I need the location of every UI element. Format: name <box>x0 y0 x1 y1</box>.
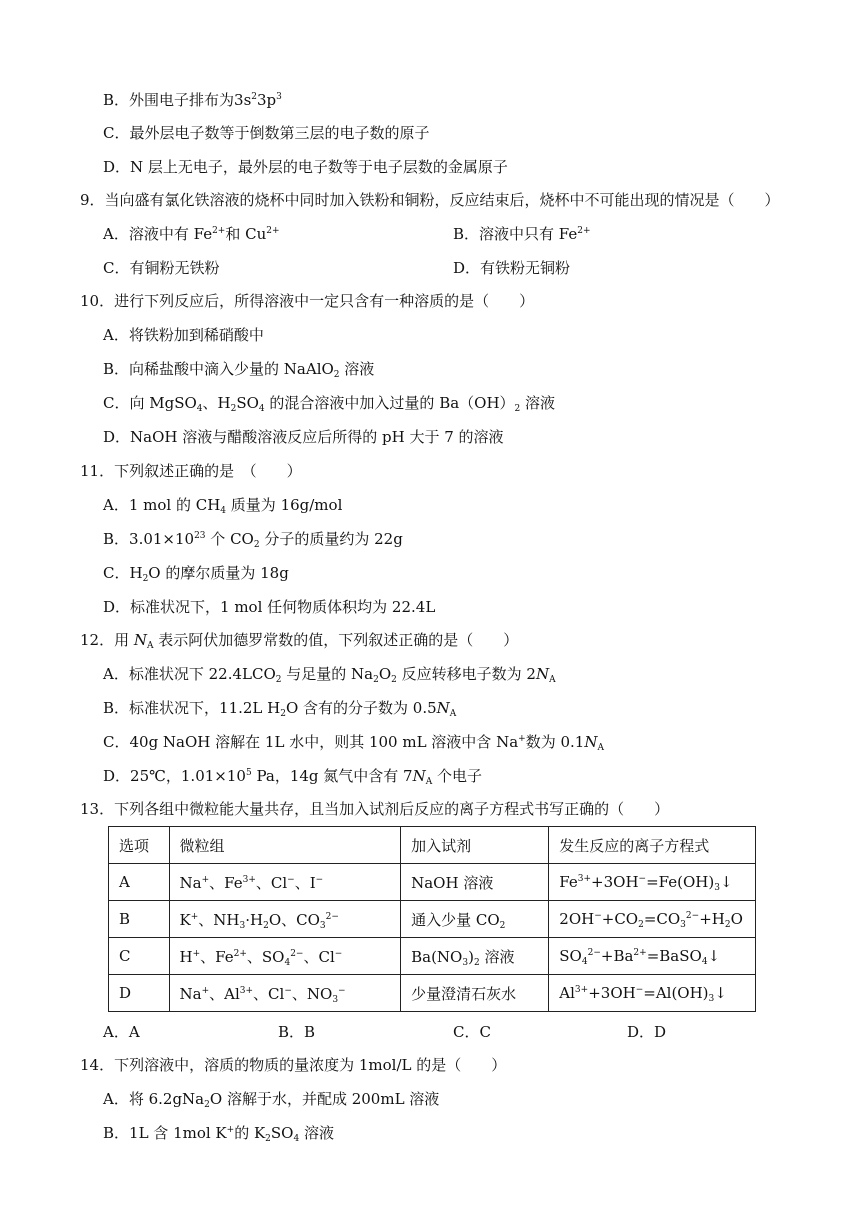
q14-stem: 14．下列溶液中，溶质的物质的量浓度为 1mol/L 的是（ ） <box>80 1056 507 1074</box>
table-row <box>109 864 756 901</box>
table-row <box>109 975 756 1012</box>
table-header-cell: 微粒组 <box>169 827 401 864</box>
table-cell-option: A <box>109 864 170 901</box>
q12-option-d: D．25℃，$1.01\times 10^5$ Pa，14g 氮气中含有 $7N_A$ 个电子 <box>103 767 482 787</box>
table-cell-reagent: 少量澄清石灰水 <box>401 975 549 1012</box>
q8-option-b: B．外围电子排布为$3s^23p^3$ <box>103 91 282 109</box>
table-cell-equation: $Fe^{3+}+3OH^-=Fe(OH)_3↓$ <box>549 864 756 901</box>
q12-option-c: C．40g NaOH 溶解在 1L 水中，则其 100 mL 溶液中含 Na+数为 $0.1N_A$ <box>103 733 604 753</box>
q13-option-a: A．A <box>103 1023 140 1041</box>
q9-option-b: B．溶液中只有 $Fe^{2+}$ <box>453 225 591 243</box>
q9-option-d: D．有铁粉无铜粉 <box>453 259 571 277</box>
table-header-cell: 加入试剂 <box>401 827 549 864</box>
q13-stem: 13．下列各组中微粒能大量共存，且当加入试剂后反应的离子方程式书写正确的（ ） <box>80 800 670 818</box>
table-row <box>109 901 756 938</box>
table-cell-particles: H+、$Fe^{2+}$、$SO_4^{2-}$、Cl− <box>169 938 401 975</box>
table-cell-particles: Na+、$Fe^{3+}$、Cl−、I− <box>169 864 401 901</box>
table-cell-option: C <box>109 938 170 975</box>
q13-option-b: B．B <box>278 1023 316 1041</box>
q11-option-b: B．$3.01\times 10^{23}$ 个 $CO_2$ 分子的质量约为 22g <box>103 530 403 550</box>
table-cell-equation: $2OH^-+CO_2=CO_3^{2-}+H_2O$ <box>549 901 756 938</box>
q13-table <box>108 826 756 1012</box>
q10-option-b: B．向稀盐酸中滴入少量的 NaAlO$_2$ 溶液 <box>103 360 375 380</box>
table-header-row <box>109 827 756 864</box>
q8-option-d: D．N 层上无电子，最外层的电子数等于电子层数的金属原子 <box>103 158 508 176</box>
q8-option-c: C．最外层电子数等于倒数第三层的电子数的原子 <box>103 124 430 142</box>
q10-option-c: C．向 MgSO$_4$、$H_2SO_4$ 的混合溶液中加入过量的 $Ba(OH)_2$ 溶液 <box>103 394 556 414</box>
table-header-cell: 选项 <box>109 827 170 864</box>
q10-option-d: D．NaOH 溶液与醋酸溶液反应后所得的 pH 大于 7 的溶液 <box>103 428 504 446</box>
q11-option-a: A．1 mol 的 $CH_4$ 质量为 16g/mol <box>103 496 343 516</box>
q11-option-d: D．标准状况下，1 mol 任何物质体积均为 22.4L <box>103 598 436 616</box>
table-cell-particles: Na+、$Al^{3+}$、Cl−、$NO_3^-$ <box>169 975 401 1012</box>
table-row <box>109 938 756 975</box>
q11-option-c: C．$H_2O$ 的摩尔质量为 18g <box>103 564 289 584</box>
table-cell-reagent: NaOH 溶液 <box>401 864 549 901</box>
table-cell-particles: K+、$NH_3\cdot H_2O$、$CO_3^{2-}$ <box>169 901 401 938</box>
q12-option-b: B．标准状况下，11.2L $H_2O$ 含有的分子数为 $0.5N_A$ <box>103 699 457 719</box>
q9-option-c: C．有铜粉无铁粉 <box>103 259 220 277</box>
table-header-cell: 发生反应的离子方程式 <box>549 827 756 864</box>
q9-stem: 9．当向盛有氯化铁溶液的烧杯中同时加入铁粉和铜粉，反应结束后，烧杯中不可能出现的情况是（ ） <box>80 191 780 209</box>
table-cell-reagent: 通入少量 $CO_2$ <box>401 901 549 938</box>
q10-option-a: A．将铁粉加到稀硝酸中 <box>103 326 264 344</box>
table-cell-option: B <box>109 901 170 938</box>
q11-stem: 11．下列叙述正确的是 （ ） <box>80 462 302 480</box>
table-cell-option: D <box>109 975 170 1012</box>
q12-option-a: A．标准状况下 $22.4LCO_2$ 与足量的 $Na_2O_2$ 反应转移电子数为 $2N_A$ <box>103 665 556 685</box>
table-cell-equation: $Al^{3+}+3OH^-=Al(OH)_3↓$ <box>549 975 756 1012</box>
q12-stem: 12．用 $N_A$ 表示阿伏加德罗常数的值，下列叙述正确的是（ ） <box>80 631 519 651</box>
q9-option-a: A．溶液中有 $Fe^{2+}$和 $Cu^{2+}$ <box>103 225 280 243</box>
table-cell-reagent: $Ba(NO_3)_2$ 溶液 <box>401 938 549 975</box>
q14-option-b: B．1L 含 1mol K+的 $K_2SO_4$ 溶液 <box>103 1124 334 1144</box>
q10-stem: 10．进行下列反应后，所得溶液中一定只含有一种溶质的是（ ） <box>80 292 535 310</box>
q13-option-d: D．D <box>627 1023 667 1041</box>
q14-option-a: A．将 6.2gNa$_2$O 溶解于水，并配成 200mL 溶液 <box>103 1090 440 1110</box>
q13-option-c: C．C <box>453 1023 491 1041</box>
table-cell-equation: $SO_4^{2-}+Ba^{2+}=BaSO_4↓$ <box>549 938 756 975</box>
